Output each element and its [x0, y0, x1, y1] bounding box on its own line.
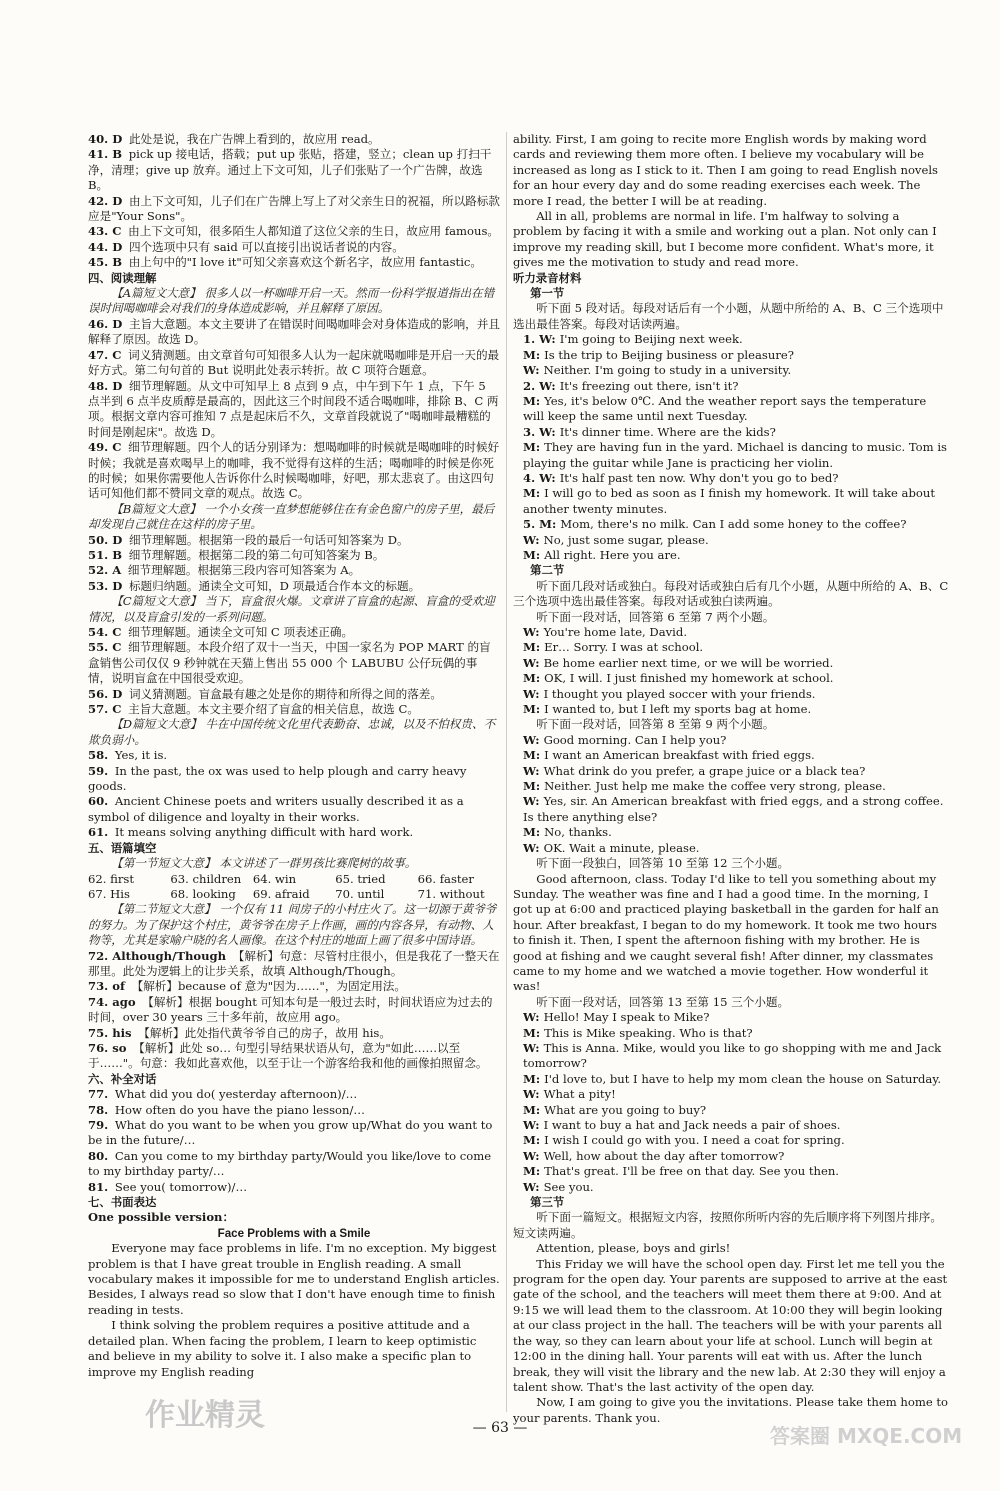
item-text: 此处是说，我在广告牌上看到的，故应用 read。	[125, 132, 380, 146]
item-text: 标题归纳题。通读全文可知，D 项最适合作本文的标题。	[125, 578, 421, 593]
line-text: This is Anna. Mike, would you like to go shopping with me and Jack tomorrow?	[523, 1040, 942, 1071]
item-number: 45. B	[88, 255, 123, 270]
section-heading: 六、补全对话	[88, 1071, 157, 1086]
dialogue-line	[513, 363, 950, 378]
item-number: 47. C	[88, 347, 122, 362]
speaker: 4. W:	[523, 470, 560, 485]
item-text: 由上句中的"I love it"可知父亲喜欢这个新名字，故应用 fantastic。	[125, 255, 482, 270]
item-text: 细节理解题。根据第二段的第二句可知答案为 B。	[125, 547, 385, 562]
line-text: I will go to bed as soon as I finish my homework. It will take about another twenty minutes.	[523, 486, 935, 516]
column-divider	[506, 132, 507, 1412]
section-3-instructions: 听下面一篇短文。根据短文内容，按照你所听内容的先后顺序将下列图片排序。短文读两遍。	[513, 1210, 942, 1240]
answer-item	[88, 995, 500, 1026]
dialogue-line	[513, 640, 950, 655]
item-text: 主旨大意题。本文主要讲了在错误时间喝咖啡会对身体造成的影响，并且解释了原因。故选 D。	[88, 316, 500, 347]
dialogue-line	[513, 825, 950, 840]
item-text: 【解析】此处指代黄爷爷自己的房子，故用 his。	[134, 1025, 391, 1040]
speaker: M:	[523, 1025, 545, 1040]
answer-item	[88, 702, 500, 717]
section-heading: 五、语篇填空	[88, 840, 157, 855]
item-text: 由上下文可知，很多陌生人都知道了这位父亲的生日，故应用 famous。	[124, 224, 500, 239]
dialogue-line	[513, 733, 950, 748]
dialogue-line	[513, 379, 950, 394]
dialogue-line	[513, 656, 950, 671]
item-number: 50. D	[88, 532, 123, 547]
item-number: 59.	[88, 763, 109, 778]
line-text: Yes, it's below 0℃. And the weather report says the temperature will keep the same until next Tuesday.	[523, 393, 927, 424]
line-text: I'd love to, but I have to help my mom clean the house on Saturday.	[544, 1071, 942, 1086]
answer-item	[88, 147, 500, 193]
dialogue-line	[513, 486, 950, 517]
answer-item	[88, 625, 500, 640]
passage-summary: 【第一节短文大意】 本文讲述了一群男孩比赛爬树的故事。	[111, 856, 417, 871]
speaker: W:	[523, 686, 544, 701]
speaker: M:	[523, 1133, 545, 1148]
dialogue-line	[513, 671, 950, 686]
dialogue-line	[513, 332, 950, 347]
essay-paragraph: I think solving the problem requires a positive attitude and a detailed plan. When facing the problem, I learn to keep optimistic and believe in my ability to solve it. I also make a specific plan to improve my English reading	[88, 1318, 477, 1379]
line-text: OK. Wait a minute, please.	[543, 840, 700, 855]
item-text: What did you do( yesterday afternoon)/…	[111, 1087, 358, 1102]
right-column	[513, 132, 950, 1426]
line-text: Neither. Just help me make the coffee very strong, please.	[544, 779, 886, 794]
watermark-left: 作业精灵	[145, 1398, 265, 1433]
answer-cell: 68. looking	[170, 886, 236, 901]
speaker: 3. W:	[523, 424, 560, 439]
speaker: W:	[523, 1087, 544, 1102]
item-number: 54. C	[88, 625, 122, 639]
dialogue-line	[513, 1133, 950, 1148]
dialogue-6-7	[513, 625, 950, 717]
item-number: 56. D	[88, 686, 123, 701]
speaker: W:	[523, 732, 544, 747]
announcement-body: This Friday we will have the school open day. First let me tell you the program for the open day. Your parents are supposed to arrive at the east gate of the school, and the teachers will meet them there at 9:00. And at 9:15 we will lead them to the classroom. At 10:00 they will begin looking at our class project in the hall. The teachers will be with your parents all the way, so they can learn about your life at school. Lunch will begin at 12:00 in the dining hall. Your parents will eat with us. After the lunch break, they will visit the library and the new lab. At 2:30 they will enjoy a talent show. That's the last activity of the open day.	[513, 1256, 948, 1394]
passage-summary: 【B篇短文大意】 一个小女孩一直梦想能够住在有金色窗户的房子里，最后却发现自己就住在这样的房子里。	[88, 501, 495, 532]
item-text: Ancient Chinese poets and writers usually described it as a symbol of diligence and loyalty in their works.	[88, 794, 464, 824]
speaker: W:	[523, 840, 544, 855]
line-text: Yes, sir. An American breakfast with fried eggs, and a strong coffee. Is there anything else?	[523, 794, 944, 824]
item-number: 78.	[88, 1102, 109, 1117]
speaker: M:	[523, 671, 545, 686]
dialogue-line	[513, 1026, 950, 1041]
item-text: 主旨大意题。本文主要介绍了盲盒的相关信息，故选 C。	[124, 702, 419, 717]
passage-summary: 【A篇短文大意】 很多人以一杯咖啡开启一天。然而一份科学报道指出在错误时间喝咖啡会对我们的身体造成影响，并且解释了原因。	[88, 286, 495, 316]
dialogue-line	[513, 702, 950, 717]
section-2-heading: 第二节	[530, 563, 565, 578]
line-text: Hello! May I speak to Mike?	[543, 1010, 710, 1025]
speaker: W:	[523, 794, 544, 809]
item-text: 细节理解题。从文中可知早上 8 点到 9 点，中午到下午 1 点，下午 5 点半到 6 点半皮质醇是最高的，因此这三个时间段不适合喝咖啡，排除 B、C 两项。根据文章内容可推知 7 点是起床后不久，文章首段就说了"喝咖啡最糟糕的时间是刚起床"。故选 D。	[88, 378, 499, 439]
speaker: M:	[523, 825, 545, 840]
essay-paragraph: Everyone may face problems in life. I'm no exception. My biggest problem is that I have great trouble in English reading. A small vocabulary makes it impossible for me to understand English articles. Besides, I always read so slow that I don't have enough time to finish reading in tests.	[88, 1241, 500, 1317]
line-text: I thought you played soccer with your friends.	[543, 686, 816, 701]
item-text: 细节理解题。本段介绍了双十一当天，中国一家名为 POP MART 的盲盒销售公司仅仅 9 秒钟就在天猫上售出 55 000 个 LABUBU 公仔玩偶的事情，说明盲盒在中国很受欢迎。	[88, 640, 491, 686]
section-2-instructions: 听下面几段对话或独白。每段对话或独白后有几个小题，从题中所给的 A、B、C 三个选项中选出最佳答案。每段对话或独白读两遍。	[513, 578, 949, 609]
announcement-closing: Now, I am going to give you the invitations. Please take them home to your parents. Thank you.	[513, 1395, 949, 1425]
item-number: 74. ago	[88, 994, 136, 1009]
item-number: 76. so	[88, 1040, 127, 1055]
section-3-heading: 第三节	[530, 1195, 565, 1210]
item-text: How often do you have the piano lesson/…	[111, 1102, 366, 1117]
line-text: All right. Here you are.	[544, 547, 681, 562]
speaker: M:	[523, 779, 545, 794]
dialogue-line	[513, 1010, 950, 1025]
item-text: See you( tomorrow)/…	[111, 1179, 248, 1194]
answer-cell: 71. without	[417, 886, 485, 901]
line-text: It's dinner time. Where are the kids?	[559, 424, 776, 439]
item-number: 72. Although/Though	[88, 948, 227, 963]
answer-row	[88, 887, 500, 902]
dialogue-8-9-intro: 听下面一段对话，回答第 8 至第 9 两个小题。	[536, 717, 775, 732]
item-number: 53. D	[88, 578, 123, 593]
dialogue-line	[513, 1041, 950, 1072]
answer-cell: 70. until	[335, 886, 385, 901]
speaker: W:	[523, 655, 544, 670]
item-text: Yes, it is.	[111, 748, 168, 763]
item-number: 55. C	[88, 640, 122, 655]
item-text: 【解析】根据 bought 可知本句是一般过去时，时间状语应为过去的时间，over 30 years 三十多年前，故应用 ago。	[88, 994, 493, 1025]
speaker: W:	[523, 625, 544, 639]
section-1-heading: 第一节	[530, 286, 565, 301]
dialogue-line	[513, 1164, 950, 1179]
speaker: M:	[523, 486, 545, 501]
dialogue-line	[513, 1103, 950, 1118]
speaker: W:	[523, 1118, 544, 1132]
speaker: W:	[523, 363, 544, 378]
answer-item	[88, 1118, 500, 1149]
answer-item	[88, 640, 500, 686]
item-number: 75. his	[88, 1025, 132, 1040]
speaker: M:	[523, 702, 545, 717]
item-text: pick up 接电话，搭载；put up 张贴，搭建，竖立；clean up 打扫干净，清理；give up 放弃。通过上下文可知，儿子们张贴了一个广告牌，故选 B。	[88, 147, 492, 193]
speaker: W:	[523, 532, 544, 547]
speaker: 5. M:	[523, 517, 561, 532]
speaker: M:	[523, 347, 545, 362]
answer-item	[88, 317, 500, 348]
line-text: No, just some sugar, please.	[543, 532, 709, 547]
answer-item	[88, 533, 500, 548]
answer-item	[88, 240, 500, 255]
answer-item	[88, 1041, 500, 1072]
item-number: 43. C	[88, 224, 122, 239]
dialogue-line	[513, 425, 950, 440]
item-text: It means solving anything difficult with hard work.	[111, 825, 414, 840]
speaker: 2. W:	[523, 378, 560, 393]
listening-title: 听力录音材料	[513, 270, 582, 285]
dialogue-line	[513, 748, 950, 763]
answer-item	[88, 794, 500, 825]
dialogue-line	[513, 1072, 950, 1087]
dialogue-line	[513, 471, 950, 486]
dialogue-line	[513, 687, 950, 702]
dialogue-line	[513, 394, 950, 425]
line-text: This is Mike speaking. Who is that?	[544, 1025, 753, 1040]
line-text: What drink do you prefer, a grape juice or a black tea?	[543, 763, 866, 778]
section-1-instructions: 听下面 5 段对话。每段对话后有一个小题，从题中所给的 A、B、C 三个选项中选出最佳答案。每段对话读两遍。	[513, 301, 944, 331]
essay-continuation: ability. First, I am going to recite more English words by making word cards and reviewing them more often. I believe my vocabulary will be increased as long as I stick to it. Then I am going to read English novels for an hour every day and do some reading exercises each week. The more I read, the better I will be at reading.	[513, 132, 938, 208]
item-number: 49. C	[88, 440, 122, 455]
dialogue-line	[513, 625, 950, 640]
passage-summary: 【第二节短文大意】 一个仅有 11 间房子的小村庄火了。这一切源于黄爷爷的努力。为了保护这个村庄，黄爷爷在房子上作画，画的内容各异，有动物、人物等，尤其是家喻户晓的名人画像。在这个村庄的地面上画了很多中国诗语。	[88, 902, 497, 948]
answer-item	[88, 1149, 500, 1180]
answer-item	[88, 1087, 500, 1102]
answer-cell: 69. afraid	[252, 886, 310, 901]
line-text: I'm going to Beijing next week.	[559, 332, 743, 347]
line-text: What are you going to buy?	[544, 1102, 707, 1117]
item-number: 81.	[88, 1179, 109, 1194]
item-number: 77.	[88, 1087, 109, 1102]
item-number: 44. D	[88, 239, 123, 254]
watermark-right: 答案圈 MXQE.COM	[770, 1424, 963, 1448]
item-text: 【解析】此处 so… 句型引导结果状语从句，意为"如此……以至于……"。句意：我如此喜欢他，以至于让一个游客给我和他的画像拍照留念。	[88, 1040, 488, 1071]
line-text: I want an American breakfast with fried eggs.	[544, 748, 815, 763]
speaker: W:	[523, 1040, 544, 1055]
line-text: No, thanks.	[544, 825, 612, 840]
answer-cell: 66. faster	[417, 871, 474, 886]
line-text: That's great. I'll be free on that day. See you then.	[544, 1164, 839, 1179]
dialogue-line	[513, 841, 950, 856]
dialogue-line	[513, 440, 950, 471]
answer-cell: 64. win	[252, 871, 297, 886]
item-number: 51. B	[88, 547, 123, 562]
item-text: 由上下文可知，儿子们在广告牌上写上了对父亲生日的祝福，所以路标款应是"Your Sons"。	[88, 193, 500, 224]
section-heading: 七、书面表达	[88, 1195, 157, 1210]
speaker: M:	[523, 748, 545, 763]
item-text: 细节理解题。根据第一段的最后一句话可知答案为 D。	[125, 532, 409, 547]
item-number: 79.	[88, 1118, 109, 1132]
line-text: They are having fun in the yard. Michael is dancing to music. Tom is playing the guitar while Jane is practicing her violin.	[523, 440, 947, 470]
version-label: One possible version：	[88, 1210, 235, 1225]
line-text: Be home earlier next time, or we will be worried.	[543, 655, 834, 670]
item-text: 细节理解题。通读全文可知 C 项表述正确。	[124, 625, 354, 639]
dialogue-6-7-intro: 听下面一段对话，回答第 6 至第 7 两个小题。	[536, 609, 775, 624]
line-text: It's freezing out there, isn't it?	[559, 378, 739, 393]
item-text: 四个选项中只有 said 可以直接引出说话者说的内容。	[125, 239, 404, 254]
dialogue-line	[513, 1118, 950, 1133]
item-number: 60.	[88, 794, 109, 809]
item-text: 细节理解题。四个人的话分别译为：想喝咖啡的时候就是喝咖啡的时候好时候；我就是喜欢喝早上的咖啡，我不觉得有这样的生活；喝咖啡的时候是你死的时候；如果你需要他人告诉你什么时候喝咖啡，好吧，那太悲哀了。由这四句话可知他们都不赞同文章的观点。故选 C。	[88, 440, 500, 501]
speaker: W:	[523, 763, 544, 778]
line-text: You're home late, David.	[543, 625, 688, 639]
answer-cell: 65. tried	[335, 871, 386, 886]
speaker: M:	[523, 1102, 545, 1117]
answer-cell: 63. children	[170, 871, 242, 886]
dialogue-line	[513, 1180, 950, 1195]
dialogue-line	[513, 779, 950, 794]
line-text: Er… Sorry. I was at school.	[544, 640, 704, 655]
item-number: 58.	[88, 748, 109, 763]
item-number: 73. of	[88, 979, 125, 994]
passage-summary: 【D篇短文大意】 牛在中国传统文化里代表勤奋、忠诚，以及不怕权贵、不欺负弱小。	[88, 717, 496, 747]
dialogue-line	[513, 1149, 950, 1164]
item-number: 48. D	[88, 378, 123, 393]
speaker: M:	[523, 547, 545, 562]
answer-item	[88, 440, 500, 502]
answer-item	[88, 949, 500, 980]
line-text: Good morning. Can I help you?	[543, 732, 727, 747]
left-column	[88, 132, 500, 1380]
item-text: In the past, the ox was used to help plough and carry heavy goods.	[88, 763, 467, 794]
speaker: 1. W:	[523, 332, 560, 347]
line-text: OK, I will. I just finished my homework at school.	[544, 671, 834, 686]
item-text: What do you want to be when you grow up/What do you want to be in the future/…	[88, 1118, 493, 1148]
speaker: M:	[523, 440, 545, 455]
dialogue-line	[513, 533, 950, 548]
announcement-greeting: Attention, please, boys and girls!	[536, 1241, 731, 1256]
answer-item	[88, 379, 500, 441]
answer-item	[88, 348, 500, 379]
answer-item	[88, 825, 500, 840]
speaker: W:	[523, 1010, 544, 1025]
item-number: 80.	[88, 1148, 109, 1163]
answer-row	[88, 872, 500, 887]
line-text: It's half past ten now. Why don't you go to bed?	[559, 470, 839, 485]
dialogue-13-15	[513, 1010, 950, 1195]
answer-item	[88, 563, 500, 578]
answer-item	[88, 255, 500, 270]
dialogue-line	[513, 517, 950, 532]
passage-summary: 【C篇短文大意】 当下，盲盒很火爆。文章讲了盲盒的起源、盲盒的受欢迎情况，以及盲盒引发的一系列问题。	[88, 594, 495, 624]
answer-item	[88, 548, 500, 563]
essay-title: Face Problems with a Smile	[217, 1226, 371, 1240]
item-number: 61.	[88, 825, 109, 840]
answer-cell: 67. His	[88, 886, 130, 901]
answer-item	[88, 1180, 500, 1195]
speaker: W:	[523, 1179, 544, 1194]
dialogue-line	[513, 348, 950, 363]
dialogue-13-15-intro: 听下面一段对话，回答第 13 至第 15 三个小题。	[536, 994, 790, 1009]
line-text: Well, how about the day after tomorrow?	[543, 1148, 785, 1163]
monologue-10-12-intro: 听下面一段独白，回答第 10 至第 12 三个小题。	[536, 856, 790, 871]
answer-item	[88, 764, 500, 795]
essay-conclusion: All in all, problems are normal in life. I'm halfway to solving a problem by facing it with a smile and working out a plan. Not only can I improve my reading skill, but I become more confident. What's more, it gives me the motivation to study and read more.	[513, 209, 937, 270]
line-text: What a pity!	[543, 1087, 616, 1102]
page-number: — 63 —	[472, 1420, 528, 1436]
answer-item	[88, 224, 500, 239]
item-text: 细节理解题。根据第三段内容可知答案为 A。	[124, 563, 361, 578]
answer-item	[88, 194, 500, 225]
line-text: I wanted to, but I left my sports bag at home.	[544, 702, 812, 717]
line-text: Is the trip to Beijing business or pleasure?	[544, 347, 794, 362]
answer-item	[88, 1103, 500, 1118]
answer-item	[88, 687, 500, 702]
item-number: 46. D	[88, 316, 123, 331]
dialogue-line	[513, 764, 950, 779]
item-text: 【解析】because of 意为"因为……"，为固定用法。	[127, 979, 406, 994]
answer-item	[88, 132, 500, 147]
line-text: I want to buy a hat and Jack needs a pair of shoes.	[543, 1118, 841, 1132]
dialogue-line	[513, 1087, 950, 1102]
line-text: I wish I could go with you. I need a coat for spring.	[544, 1133, 845, 1148]
answer-item	[88, 979, 500, 994]
item-text: 词义猜测题。盲盒最有趣之处是你的期待和所得之间的落差。	[125, 686, 442, 701]
item-number: 41. B	[88, 147, 123, 162]
line-text: Neither. I'm going to study in a university.	[543, 363, 792, 378]
speaker: M:	[523, 1071, 545, 1086]
speaker: M:	[523, 640, 545, 655]
speaker: M:	[523, 393, 545, 408]
item-number: 52. A	[88, 563, 122, 578]
item-text: 词义猜测题。由文章首句可知很多人认为一起床就喝咖啡是开启一天的最好方式。第二句句首的 But 说明此处表示转折。故 C 项符合题意。	[88, 347, 500, 378]
dialogue-line	[513, 548, 950, 563]
item-number: 42. D	[88, 193, 123, 208]
answer-item	[88, 579, 500, 594]
section-heading: 四、阅读理解	[88, 270, 157, 285]
line-text: Mom, there's no milk. Can I add some honey to the coffee?	[560, 517, 907, 532]
answer-item	[88, 1026, 500, 1041]
answer-cell: 62. first	[88, 871, 135, 886]
dialogue-8-9	[513, 733, 950, 856]
speaker: W:	[523, 1148, 544, 1163]
speaker: M:	[523, 1164, 545, 1179]
item-text: Can you come to my birthday party/Would you like/love to come to my birthday party/…	[88, 1148, 492, 1179]
monologue-10-12: Good afternoon, class. Today I'd like to tell you something about my Sunday. The weather was fine and I had a good time. In the morning, I got up at 6:00 and practiced playing basketball in the garden for half an hour. After breakfast, I began to do my homework. It took me two hours to finish it. Then, I spent the afternoon fishing with my brother. He is good at fishing and we caught several fish! After dinner, my classmates came to my home and we watched a movie together. How wonderful it was!	[513, 871, 939, 994]
item-text: 【解析】句意：尽管村庄很小，但是我花了一整天在那里。此处为逻辑上的让步关系，故填 Although/Though。	[88, 948, 500, 978]
line-text: See you.	[543, 1179, 594, 1194]
answer-item	[88, 748, 500, 763]
item-number: 57. C	[88, 702, 122, 717]
item-number: 40. D	[88, 132, 123, 146]
dialogue-line	[513, 794, 950, 825]
section-1-dialogues	[513, 332, 950, 563]
